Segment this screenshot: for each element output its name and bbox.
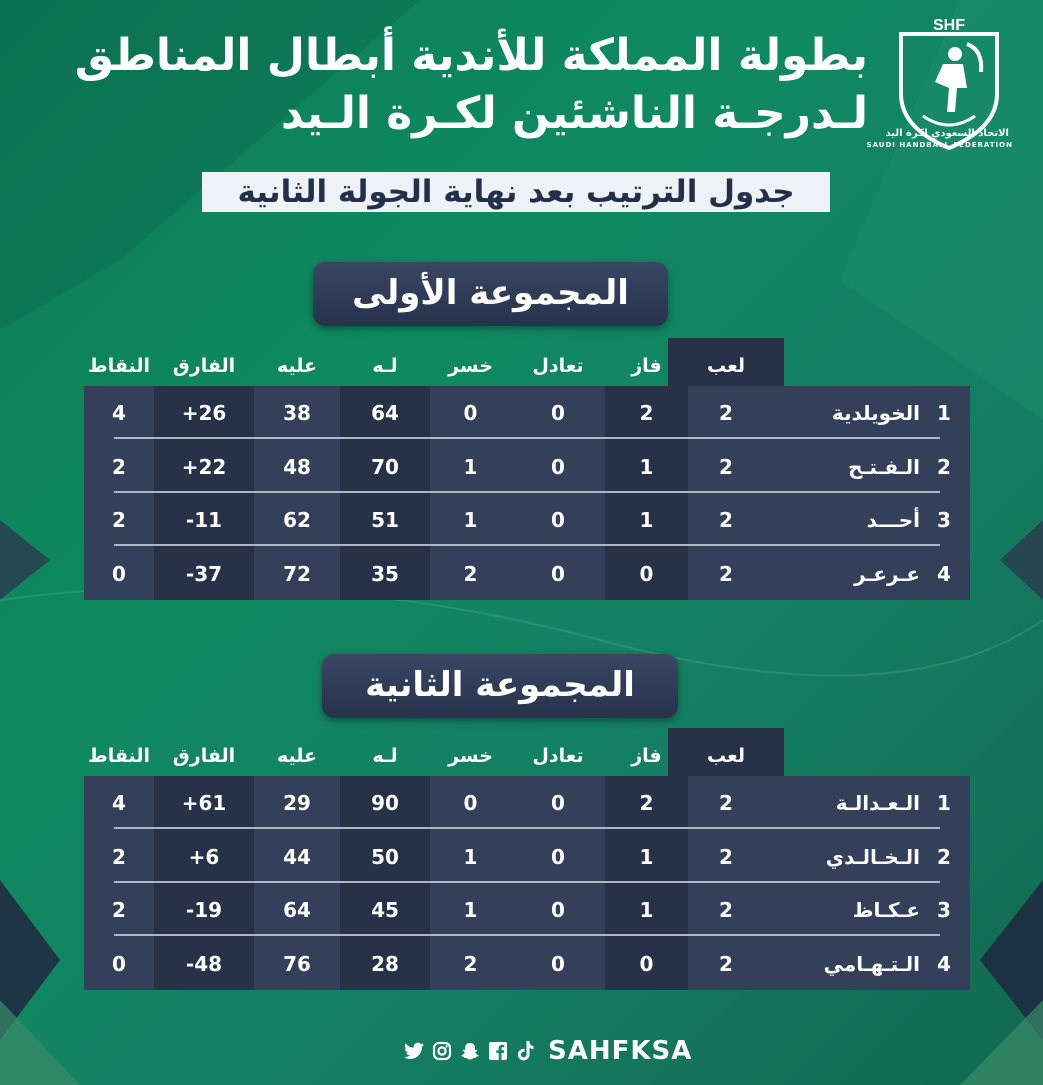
col-header-difference: الفارق [172, 355, 236, 377]
table-row [84, 547, 970, 600]
cell-played: 2 [719, 454, 733, 479]
header [0, 0, 1043, 240]
row-team-name: الـتـهـامي [823, 951, 920, 976]
col-header-played: لعب [707, 745, 745, 767]
cell-drawn: 0 [551, 791, 565, 815]
col-header-drawn: تعادل [532, 745, 584, 767]
cell-goals-for: 51 [371, 508, 399, 532]
cell-goals-against: 64 [283, 898, 311, 922]
cell-difference: +6 [188, 844, 220, 869]
cell-played: 2 [719, 401, 733, 425]
cell-difference: +61 [181, 791, 227, 815]
cell-won: 2 [639, 791, 654, 815]
cell-drawn: 0 [551, 844, 565, 869]
snapchat-icon[interactable] [460, 1041, 480, 1061]
col-header-goals-for: لـه [372, 355, 398, 377]
table-row [84, 830, 970, 883]
cell-drawn: 0 [551, 951, 565, 976]
cell-lost: 2 [463, 561, 478, 586]
row-rank: 3 [937, 508, 951, 532]
cell-drawn: 0 [551, 898, 565, 922]
cell-difference: +26 [181, 401, 227, 425]
cell-difference: -37 [185, 561, 223, 586]
col-header-lost: خسر [448, 745, 493, 767]
cell-won: 1 [639, 508, 654, 532]
col-header-goals-for: لـه [372, 745, 398, 767]
cell-lost: 1 [463, 454, 478, 479]
cell-points: 0 [112, 561, 126, 586]
col-header-played: لعب [707, 355, 745, 377]
twitter-icon[interactable] [404, 1041, 424, 1061]
row-rank: 1 [937, 791, 951, 815]
cell-points: 2 [112, 454, 126, 479]
cell-played: 2 [719, 561, 733, 586]
cell-lost: 2 [463, 951, 478, 976]
row-rank: 2 [937, 454, 951, 479]
table-row [84, 493, 970, 546]
row-rank: 4 [937, 561, 951, 586]
cell-drawn: 0 [551, 401, 565, 425]
cell-points: 2 [112, 844, 126, 869]
group-1-title: المجموعة الأولى [313, 262, 668, 326]
cell-drawn: 0 [551, 454, 565, 479]
logo-initials: SHF [933, 17, 965, 34]
row-team-name: الـفـتـح [848, 454, 920, 479]
row-team-name: عـرعـر [854, 561, 920, 586]
cell-drawn: 0 [551, 508, 565, 532]
cell-lost: 1 [463, 844, 478, 869]
cell-difference: -48 [185, 951, 223, 976]
col-header-won: فاز [631, 355, 662, 377]
subtitle: جدول الترتيب بعد نهاية الجولة الثانية [202, 172, 830, 212]
cell-points: 2 [112, 508, 126, 532]
col-header-won: فاز [631, 745, 662, 767]
cell-points: 4 [112, 401, 126, 425]
cell-points: 4 [112, 791, 126, 815]
cell-won: 1 [639, 898, 654, 922]
col-header-difference: الفارق [172, 745, 236, 767]
cell-difference: -19 [185, 898, 223, 922]
social-handle[interactable]: SAHFKSA [548, 1036, 693, 1066]
col-header-goals-against: عليه [276, 355, 317, 377]
cell-goals-against: 76 [283, 951, 311, 976]
table-row [84, 937, 970, 990]
table-header [84, 338, 970, 386]
table-body [84, 776, 970, 990]
cell-lost: 1 [463, 898, 478, 922]
row-team-name: الـعـدالـة [835, 791, 920, 815]
cell-won: 1 [639, 844, 654, 869]
col-header-lost: خسر [448, 355, 493, 377]
cell-goals-against: 44 [283, 844, 311, 869]
table-row [84, 776, 970, 829]
table-row [84, 883, 970, 936]
instagram-icon[interactable] [432, 1041, 452, 1061]
cell-points: 0 [112, 951, 126, 976]
cell-goals-for: 50 [371, 844, 399, 869]
cell-played: 2 [719, 898, 733, 922]
logo-arabic-text: الاتحاد السعودي لكرة اليد [885, 128, 1009, 139]
tiktok-icon[interactable] [516, 1041, 536, 1061]
table-header [84, 728, 970, 776]
col-header-drawn: تعادل [532, 355, 584, 377]
table-body [84, 386, 970, 600]
title-line-1: بطولة المملكة للأندية أبطال المناطق [74, 30, 868, 81]
cell-drawn: 0 [551, 561, 565, 586]
cell-won: 0 [639, 561, 654, 586]
cell-goals-for: 45 [371, 898, 399, 922]
cell-goals-for: 35 [371, 561, 399, 586]
cell-difference: +22 [181, 454, 227, 479]
cell-goals-against: 38 [283, 401, 311, 425]
cell-goals-against: 62 [283, 508, 311, 532]
cell-played: 2 [719, 844, 733, 869]
col-header-points: النقاط [88, 355, 150, 377]
cell-played: 2 [719, 951, 733, 976]
cell-points: 2 [112, 898, 126, 922]
cell-goals-against: 29 [283, 791, 311, 815]
row-team-name: الخويلدية [831, 401, 920, 425]
cell-won: 0 [639, 951, 654, 976]
row-rank: 2 [937, 844, 951, 869]
facebook-icon[interactable] [488, 1041, 508, 1061]
cell-played: 2 [719, 508, 733, 532]
logo-english-text: SAUDI HANDBALL FEDERATION [866, 141, 1013, 149]
cell-lost: 0 [463, 791, 478, 815]
row-team-name: أحـــد [866, 508, 920, 532]
cell-lost: 0 [463, 401, 478, 425]
col-header-goals-against: عليه [276, 745, 317, 767]
cell-lost: 1 [463, 508, 478, 532]
footer [404, 1036, 692, 1066]
table-row [84, 440, 970, 493]
cell-goals-against: 72 [283, 561, 311, 586]
group-2-title: المجموعة الثانية [322, 654, 678, 718]
cell-won: 2 [639, 401, 654, 425]
cell-goals-for: 90 [371, 791, 399, 815]
row-rank: 4 [937, 951, 951, 976]
cell-won: 1 [639, 454, 654, 479]
row-rank: 3 [937, 898, 951, 922]
col-header-points: النقاط [88, 745, 150, 767]
table-row [84, 386, 970, 439]
row-team-name: عـكـاظ [852, 898, 920, 922]
cell-goals-against: 48 [283, 454, 311, 479]
cell-goals-for: 64 [371, 401, 399, 425]
row-team-name: الـخـالـدي [825, 844, 920, 869]
cell-goals-for: 28 [371, 951, 399, 976]
row-rank: 1 [937, 401, 951, 425]
title-line-2: لـدرجـة الناشئين لكـرة الـيد [280, 88, 868, 139]
cell-difference: -11 [185, 508, 223, 532]
cell-played: 2 [719, 791, 733, 815]
cell-goals-for: 70 [371, 454, 399, 479]
